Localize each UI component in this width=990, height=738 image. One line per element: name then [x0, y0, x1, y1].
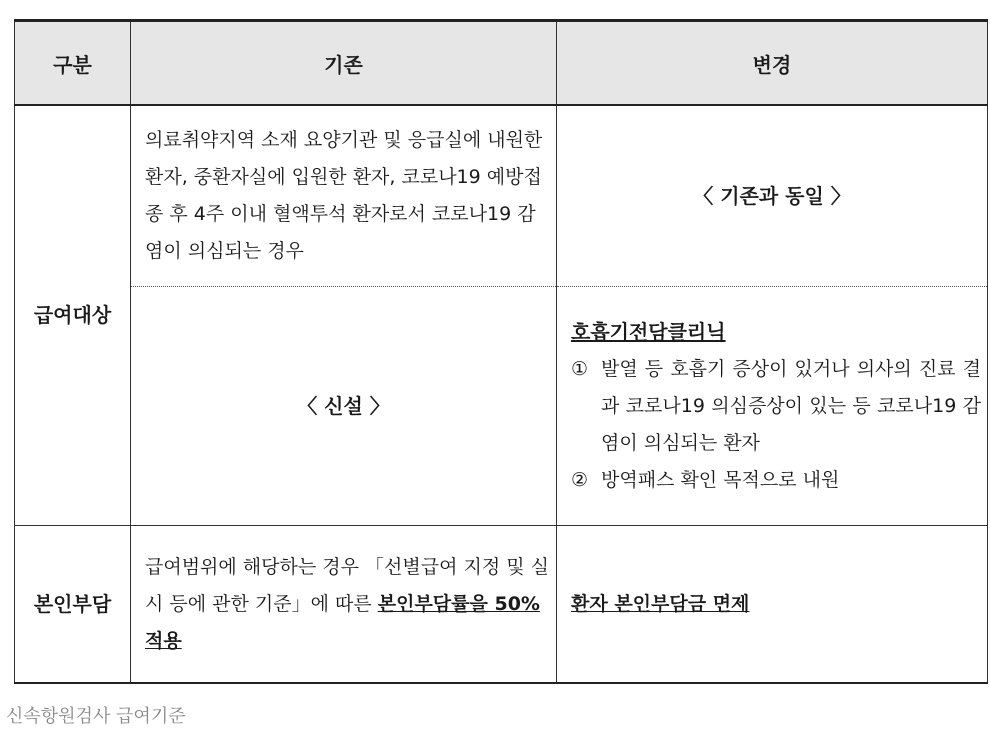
- change-copayment-cell: [557, 526, 988, 684]
- item-text: 방역패스 확인 목적으로 내원: [601, 468, 840, 491]
- existing-new-establishment: 〈 신설 〉: [131, 287, 557, 526]
- change-same-as-existing: 〈 기존과 동일 〉: [557, 105, 988, 287]
- header-existing: 기존: [131, 21, 557, 106]
- existing-copayment-text: 급여범위에 해당하는 경우 「선별급여 지정 및 실시 등에 관한 기준」에 따른: [145, 555, 549, 615]
- change-respiratory-clinic-cell: [557, 287, 988, 526]
- existing-benefit-target-text: 의료취약지역 소재 요양기관 및 응급실에 내원한 환자, 중환자실에 입원한 환자, 코로나19 예방접종 후 4주 이내 혈액투석 환자로서 코로나19 감염이 의심되는 경우: [131, 105, 557, 287]
- benefit-criteria-table-container: [14, 19, 987, 684]
- item-number: ①: [571, 357, 589, 380]
- row-label-copayment: 본인부담: [15, 526, 131, 684]
- header-category: 구분: [15, 21, 131, 106]
- change-copayment-text: 환자 본인부담금 면제: [571, 592, 750, 615]
- list-item: [571, 351, 981, 462]
- respiratory-clinic-title: 호흡기전담클리닉: [571, 319, 726, 344]
- list-item: [571, 462, 981, 499]
- table-row: [15, 287, 988, 526]
- item-text: 발열 등 호흡기 증상이 있거나 의사의 진료 결과 코로나19 의심증상이 있는 등 코로나19 감염이 의심되는 환자: [601, 357, 981, 454]
- image-caption: 신속항원검사 급여기준: [6, 706, 186, 727]
- header-change: 변경: [557, 21, 988, 106]
- row-label-benefit-target: 급여대상: [15, 105, 131, 526]
- item-number: ②: [571, 468, 589, 491]
- existing-copayment-emphasis: 본인부담률을 50% 적용: [145, 592, 540, 652]
- existing-copayment-cell: [131, 526, 557, 684]
- benefit-criteria-table: [14, 19, 988, 684]
- table-row: [15, 526, 988, 684]
- table-row: [15, 105, 988, 287]
- table-header-row: [15, 21, 988, 106]
